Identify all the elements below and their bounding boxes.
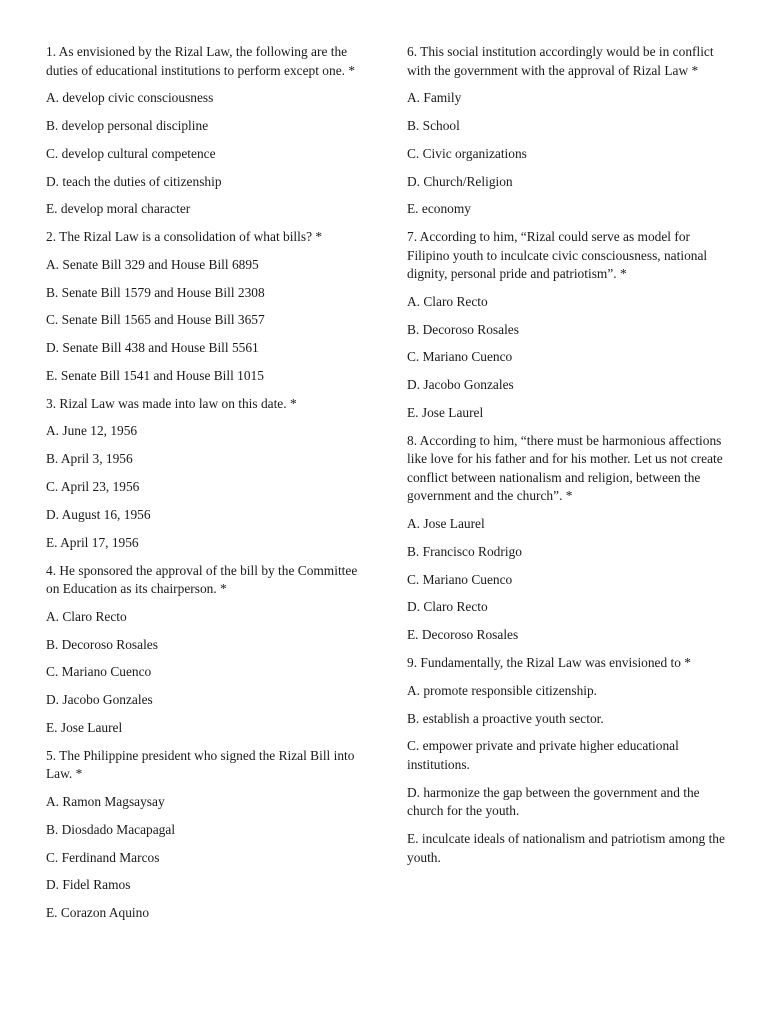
question-text: 6. This social institution accordingly would be in conflict with the government with the approval of Rizal Law * bbox=[407, 44, 714, 78]
option-b: B. Decoroso Rosales bbox=[407, 321, 519, 337]
question-text: 5. The Philippine president who signed the Rizal Bill into Law. * bbox=[46, 747, 355, 782]
option-b: B. Diosdado Macapagal bbox=[46, 821, 176, 837]
option-b: B. Decoroso Rosales bbox=[46, 636, 158, 652]
option-b: B. Senate Bill 1579 and House Bill 2308 bbox=[46, 284, 265, 300]
option-a: A. Family bbox=[407, 90, 462, 105]
question-block-4 bbox=[46, 562, 358, 738]
option-d: D. harmonize the gap between the government and the church for the youth. bbox=[407, 784, 700, 819]
question-text: 2. The Rizal Law is a consolidation of what bills? * bbox=[46, 229, 323, 245]
option-d: D. Jacobo Gonzales bbox=[407, 377, 514, 393]
question-text: 8. According to him, “there must be harmonious affections like love for his father and for his mother. Let us not create conflict between nationalism and religion, between the government and the church”. * bbox=[407, 432, 723, 504]
question-block-9 bbox=[407, 654, 725, 867]
left-column bbox=[46, 43, 358, 932]
option-c: C. develop cultural competence bbox=[46, 145, 216, 161]
option-d: D. teach the duties of citizenship bbox=[46, 173, 222, 189]
option-a: A. Claro Recto bbox=[407, 293, 488, 309]
option-e: E. Jose Laurel bbox=[407, 405, 484, 421]
option-b: B. School bbox=[407, 117, 460, 133]
option-e: E. Decoroso Rosales bbox=[407, 627, 519, 643]
option-c: C. Mariano Cuenco bbox=[407, 571, 513, 587]
question-block-6 bbox=[407, 43, 725, 219]
question-block-3 bbox=[46, 395, 358, 552]
question-block-1 bbox=[46, 43, 358, 219]
option-c: C. Senate Bill 1565 and House Bill 3657 bbox=[46, 312, 265, 328]
option-a: A. Jose Laurel bbox=[407, 515, 485, 531]
question-text: 3. Rizal Law was made into law on this date. * bbox=[46, 395, 297, 411]
option-c: C. Civic organizations bbox=[407, 145, 527, 161]
option-a: A. promote responsible citizenship. bbox=[407, 682, 598, 698]
option-e: E. develop moral character bbox=[46, 201, 191, 217]
option-a: A. develop civic consciousness bbox=[46, 90, 214, 105]
option-c: C. Mariano Cuenco bbox=[407, 349, 513, 365]
option-b: B. establish a proactive youth sector. bbox=[407, 710, 604, 726]
question-text: 4. He sponsored the approval of the bill by the Committee on Education as its chairperson. * bbox=[46, 562, 358, 597]
right-column bbox=[407, 43, 725, 876]
question-text: 1. As envisioned by the Rizal Law, the following are the duties of educational institutions to perform except one. * bbox=[46, 44, 356, 78]
option-e: E. Corazon Aquino bbox=[46, 905, 150, 921]
option-d: D. August 16, 1956 bbox=[46, 506, 151, 522]
option-d: D. Jacobo Gonzales bbox=[46, 692, 153, 708]
question-block-5 bbox=[46, 747, 358, 923]
option-a: A. Senate Bill 329 and House Bill 6895 bbox=[46, 256, 259, 272]
option-e: E. inculcate ideals of nationalism and patriotism among the youth. bbox=[407, 831, 725, 865]
question-block-8 bbox=[407, 432, 725, 645]
option-e: E. Senate Bill 1541 and House Bill 1015 bbox=[46, 368, 264, 384]
option-c: C. Mariano Cuenco bbox=[46, 664, 152, 680]
option-a: A. June 12, 1956 bbox=[46, 423, 138, 439]
option-e: E. economy bbox=[407, 201, 471, 217]
option-a: A. Ramon Magsaysay bbox=[46, 793, 165, 809]
option-b: B. Francisco Rodrigo bbox=[407, 543, 522, 559]
option-c: C. Ferdinand Marcos bbox=[46, 849, 160, 865]
option-c: C. April 23, 1956 bbox=[46, 479, 140, 495]
question-text: 7. According to him, “Rizal could serve as model for Filipino youth to inculcate civic consciousness, national dignity, personal pride and patriotism”. * bbox=[407, 229, 708, 282]
option-d: D. Claro Recto bbox=[407, 599, 488, 615]
option-e: E. Jose Laurel bbox=[46, 720, 123, 736]
question-block-2 bbox=[46, 228, 358, 385]
option-d: D. Senate Bill 438 and House Bill 5561 bbox=[46, 340, 259, 356]
option-d: D. Church/Religion bbox=[407, 173, 513, 189]
option-a: A. Claro Recto bbox=[46, 608, 127, 624]
option-c: C. empower private and private higher educational institutions. bbox=[407, 738, 679, 772]
option-d: D. Fidel Ramos bbox=[46, 877, 131, 893]
question-text: 9. Fundamentally, the Rizal Law was envisioned to * bbox=[407, 655, 691, 671]
option-e: E. April 17, 1956 bbox=[46, 534, 139, 550]
question-block-7 bbox=[407, 228, 725, 422]
option-b: B. develop personal discipline bbox=[46, 117, 209, 133]
option-b: B. April 3, 1956 bbox=[46, 451, 133, 467]
